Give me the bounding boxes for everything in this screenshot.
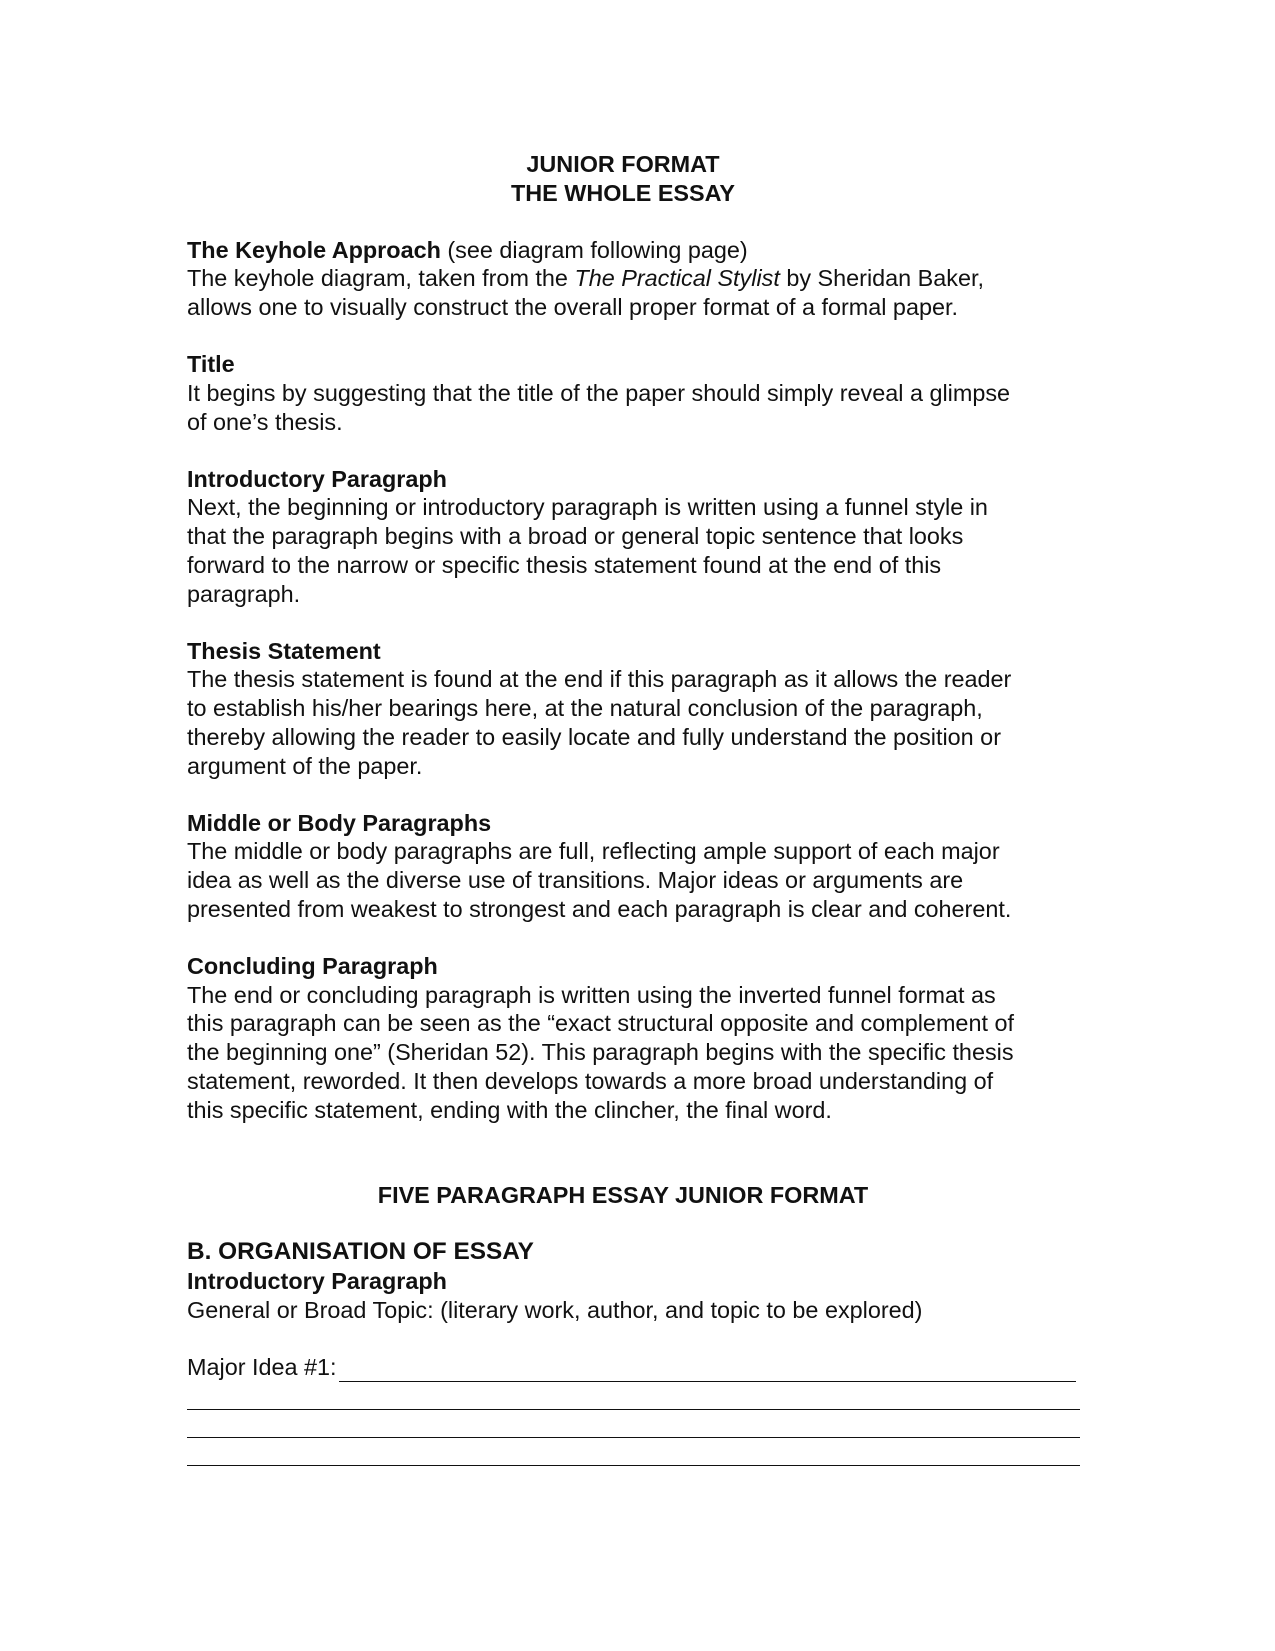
keyhole-heading: The Keyhole Approach [187, 236, 441, 263]
keyhole-line-1 [187, 264, 1087, 293]
title-line: of one’s thesis. [187, 408, 343, 435]
document-page [187, 150, 1087, 1466]
body-paragraphs-line: idea as well as the diverse use of transitions. Major ideas or arguments are [187, 867, 964, 894]
organisation-heading: B. ORGANISATION OF ESSAY [187, 1238, 534, 1266]
answer-blank-line[interactable] [187, 1411, 1080, 1438]
thesis-line: The thesis statement is found at the end if this paragraph as it allows the reader [187, 666, 1012, 693]
intro-line: paragraph. [187, 580, 301, 607]
major-idea-1-row [187, 1353, 1087, 1382]
document-title [173, 150, 1073, 207]
conclusion-heading: Concluding Paragraph [187, 953, 438, 980]
title-section [187, 350, 1087, 436]
title-heading: Title [187, 351, 235, 378]
conclusion-line: this specific statement, ending with the clincher, the final word. [187, 1096, 832, 1123]
conclusion-line: The end or concluding paragraph is written using the inverted funnel format as [187, 981, 996, 1008]
keyhole-section [187, 236, 1087, 322]
conclusion-line: statement, reworded. It then develops towards a more broad understanding of [187, 1067, 994, 1094]
thesis-line: to establish his/her bearings here, at the natural conclusion of the paragraph, [187, 695, 983, 722]
conclusion-line: this paragraph can be seen as the “exact structural opposite and complement of [187, 1010, 1014, 1037]
intro-line: Next, the beginning or introductory paragraph is written using a funnel style in [187, 494, 988, 521]
body-paragraphs-line: The middle or body paragraphs are full, reflecting ample support of each major [187, 838, 1000, 865]
keyhole-heading-line [187, 236, 1087, 265]
intro-heading: Introductory Paragraph [187, 465, 447, 492]
thesis-line: argument of the paper. [187, 752, 423, 779]
intro-line: that the paragraph begins with a broad or general topic sentence that looks [187, 523, 964, 550]
thesis-line: thereby allowing the reader to easily locate and fully understand the position or [187, 723, 1001, 750]
keyhole-line-2: allows one to visually construct the overall proper format of a formal paper. [187, 293, 958, 320]
major-idea-1-label: Major Idea #1: [187, 1354, 337, 1381]
broad-topic-line: General or Broad Topic: (literary work, author, and topic to be explored) [187, 1296, 923, 1323]
intro-section [187, 465, 1087, 609]
major-idea-1-blank[interactable] [339, 1357, 1076, 1382]
body-paragraphs-line: presented from weakest to strongest and each paragraph is clear and coherent. [187, 895, 1012, 922]
keyhole-heading-note: (see diagram following page) [440, 236, 748, 263]
thesis-section [187, 637, 1087, 781]
title-line-2: THE WHOLE ESSAY [511, 179, 735, 206]
body-paragraphs-heading: Middle or Body Paragraphs [187, 809, 492, 836]
answer-blank-line[interactable] [187, 1383, 1080, 1410]
conclusion-line: the beginning one” (Sheridan 52). This paragraph begins with the specific thesis [187, 1039, 1014, 1066]
thesis-heading: Thesis Statement [187, 637, 381, 664]
title-line: It begins by suggesting that the title of the paper should simply reveal a glimpse [187, 379, 1011, 406]
five-paragraph-heading: FIVE PARAGRAPH ESSAY JUNIOR FORMAT [377, 1182, 869, 1209]
body-paragraphs-section [187, 809, 1087, 924]
title-line-1: JUNIOR FORMAT [526, 151, 720, 177]
keyhole-line-1-a: The keyhole diagram, taken from the [187, 265, 575, 292]
organisation-subheading: Introductory Paragraph [187, 1268, 447, 1295]
answer-blank-line[interactable] [187, 1439, 1080, 1466]
book-title: The Practical Stylist [574, 265, 780, 292]
intro-line: forward to the narrow or specific thesis statement found at the end of this [187, 551, 942, 578]
conclusion-section [187, 952, 1087, 1124]
keyhole-line-1-b: by Sheridan Baker, [779, 265, 984, 292]
